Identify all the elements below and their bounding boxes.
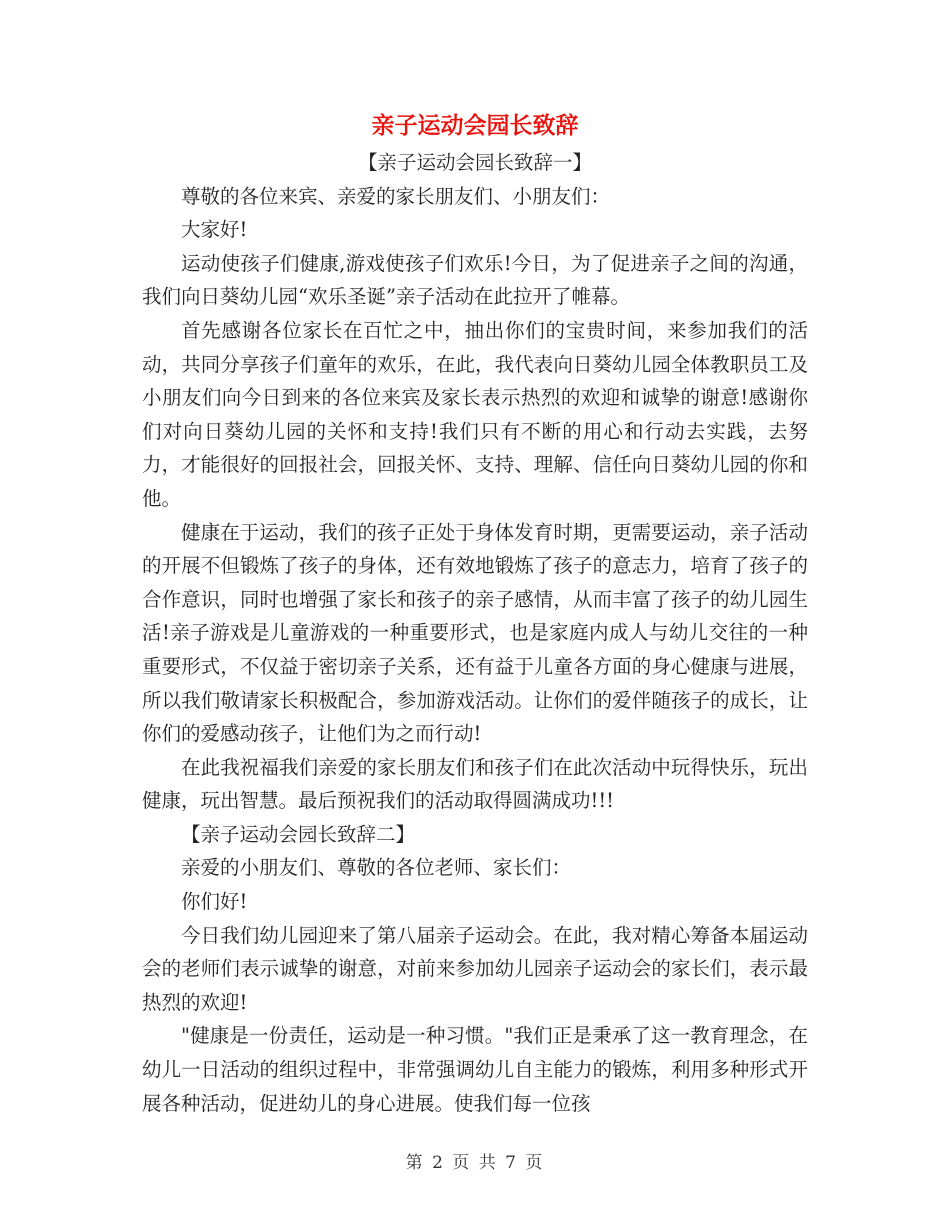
document-title: 亲子运动会园长致辞 — [371, 113, 579, 139]
paragraph: 首先感谢各位家长在百忙之中，抽出你们的宝贵时间，来参加我们的活动，共同分享孩子们童年的欢乐，在此，我代表向日葵幼儿园全体教职员工及小朋友们向今日到来的各位来宾及家长表示热烈的欢迎和诚挚的谢意!感谢你们对向日葵幼儿园的关怀和支持!我们只有不断的用心和行动去实践，去努力，才能很好的回报社会，回报关怀、支持、理解、信任向日葵幼儿园的你和他。 — [142, 318, 808, 510]
section-heading-1: 【亲子运动会园长致辞一】 — [357, 151, 592, 174]
paragraph: 健康在于运动，我们的孩子正处于身体发育时期，更需要运动，亲子活动的开展不但锻炼了孩子的身体，还有效地锻炼了孩子的意志力，培育了孩子的合作意识，同时也增强了家长和孩子的亲子感情，从而丰富了孩子的幼儿园生活!亲子游戏是儿童游戏的一种重要形式，也是家庭内成人与幼儿交往的一种重要形式，不仅益于密切亲子关系，还有益于儿童各方面的身心健康与进展，所以我们敬请家长积极配合，参加游戏活动。让你们的爱伴随孩子的成长，让你们的爱感动孩子，让他们为之而行动! — [142, 520, 808, 746]
paragraph: 运动使孩子们健康,游戏使孩子们欢乐!今日，为了促进亲子之间的沟通，我们向日葵幼儿园“欢乐圣诞”亲子活动在此拉开了帷幕。 — [142, 251, 808, 309]
paragraph: "健康是一份责任，运动是一种习惯。"我们正是秉承了这一教育理念，在幼儿一日活动的组织过程中，非常强调幼儿自主能力的锻炼，利用多种形式开展各种活动，促进幼儿的身心进展。使我们每一位孩 — [142, 1024, 808, 1115]
paragraph: 大家好! — [181, 218, 248, 242]
document-body — [142, 108, 808, 1120]
paragraph: 你们好! — [181, 890, 248, 914]
page-number-footer: 第 2 页 共 7 页 — [405, 1153, 545, 1173]
paragraph: 亲爱的小朋友们、尊敬的各位老师、家长们： — [181, 856, 572, 880]
paragraph: 在此我祝福我们亲爱的家长朋友们和孩子们在此次活动中玩得快乐，玩出健康，玩出智慧。最后预祝我们的活动取得圆满成功!!! — [142, 755, 808, 813]
section-heading-2: 【亲子运动会园长致辞二】 — [181, 822, 416, 846]
paragraph: 今日我们幼儿园迎来了第八届亲子运动会。在此，我对精心筹备本届运动会的老师们表示诚挚的谢意，对前来参加幼儿园亲子运动会的家长们，表示最热烈的欢迎! — [142, 923, 808, 1014]
paragraph: 尊敬的各位来宾、亲爱的家长朋友们、小朋友们： — [181, 184, 611, 208]
